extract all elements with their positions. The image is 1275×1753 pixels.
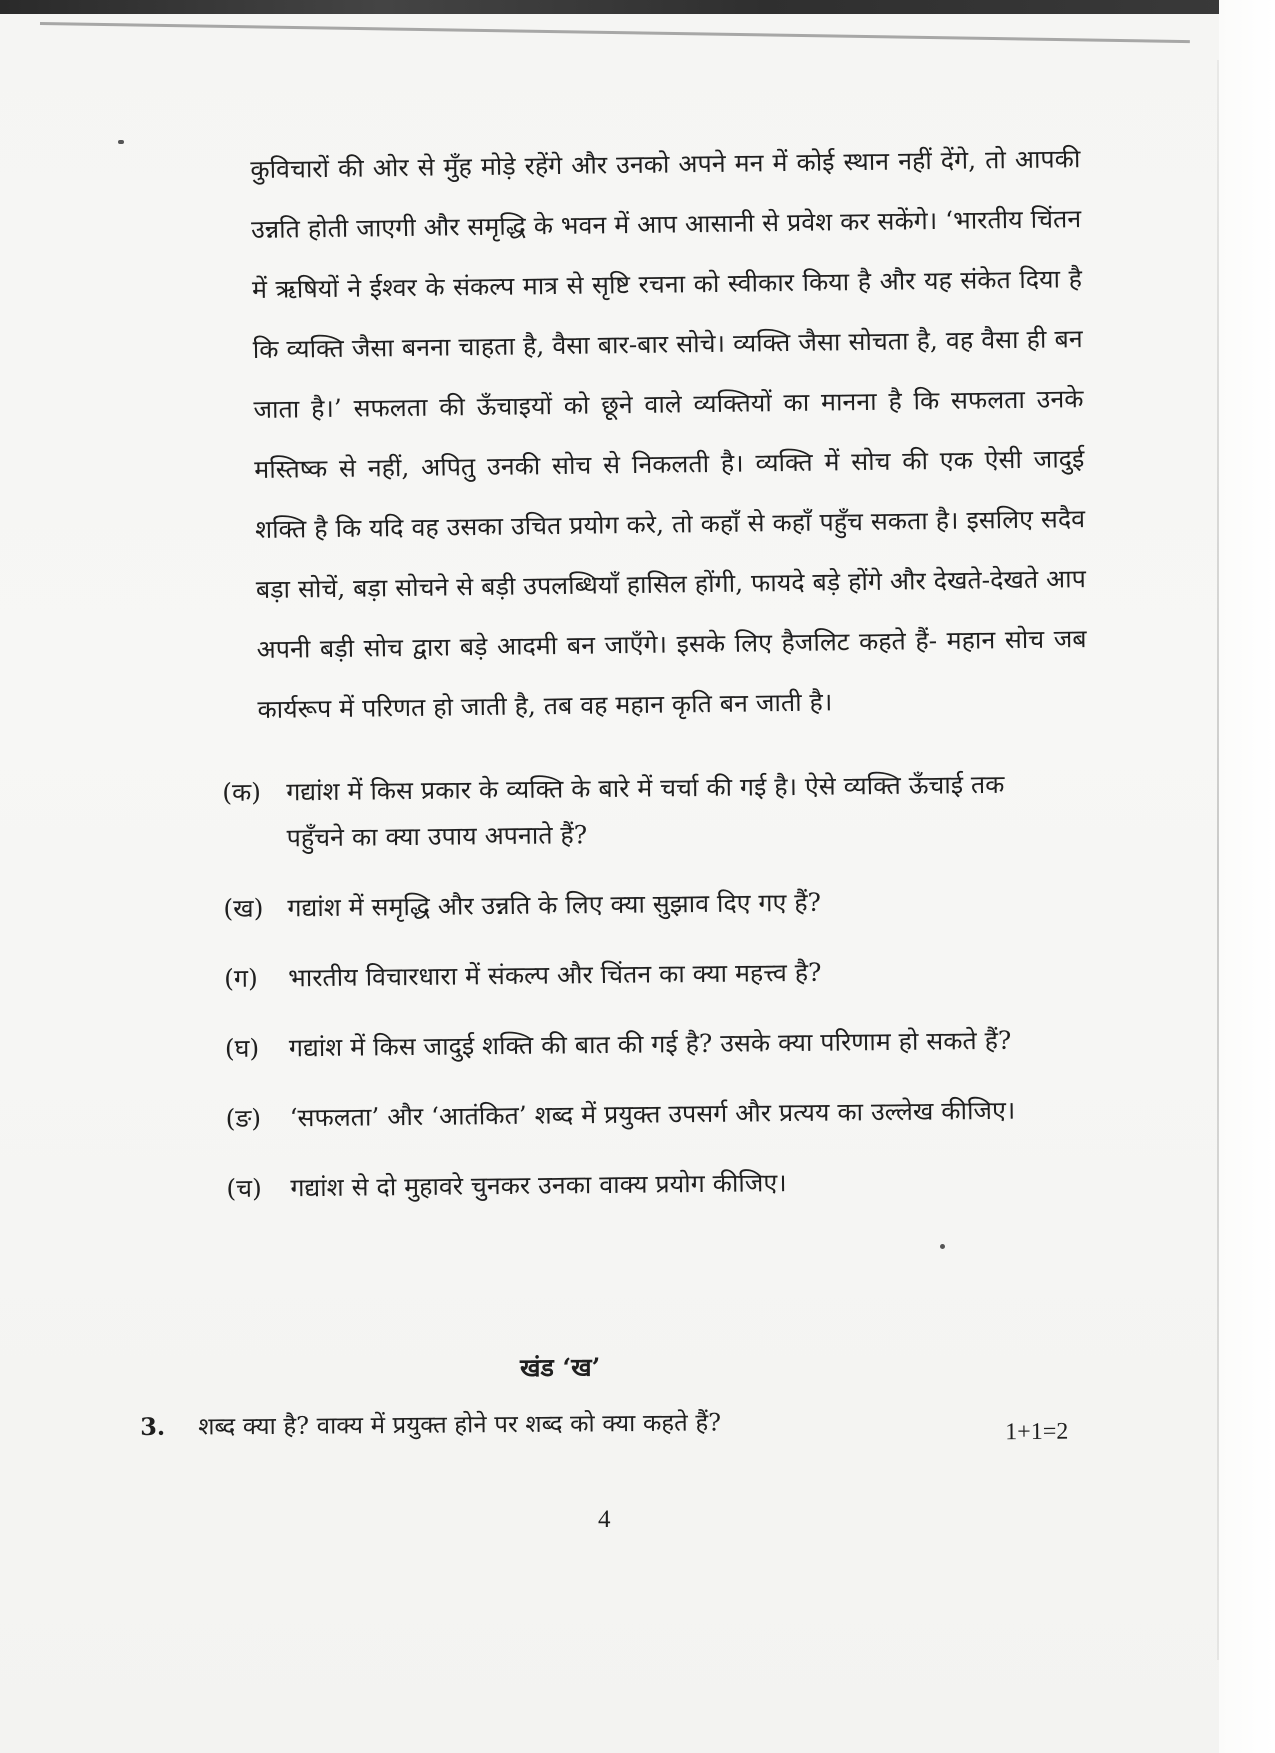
question-text: भारतीय विचारधारा में संकल्प और चिंतन का क्या महत्त्व है?	[288, 957, 822, 993]
section-title: खंड ‘ख’	[519, 1352, 601, 1383]
question-text: ‘सफलता’ और ‘आतंकित’ शब्द में प्रयुक्त उपसर्ग और प्रत्यय का उल्लेख कीजिए।	[289, 1095, 1016, 1133]
question-item-ka	[222, 761, 1043, 862]
question-three	[140, 1398, 1080, 1446]
question-item-cha	[226, 1157, 1046, 1212]
question-label: (च)	[226, 1173, 262, 1203]
question-text: गद्यांश में किस प्रकार के व्यक्ति के बारे में चर्चा की गई है। ऐसे व्यक्ति ऊँचाई तक पहुँचने का क्या उपाय अपनाते हैं?	[286, 769, 1005, 853]
question-label: (घ)	[224, 1033, 260, 1063]
question-three-marks: 1+1=2	[1005, 1418, 1069, 1446]
question-text: गद्यांश में समृद्धि और उन्नति के लिए क्या सुझाव दिए गए हैं?	[287, 887, 822, 923]
question-item-nga	[225, 1087, 1045, 1142]
question-text: गद्यांश से दो मुहावरे चुनकर उनका वाक्य प्रयोग कीजिए।	[290, 1168, 787, 1203]
page-number: 4	[598, 1506, 611, 1533]
question-item-kha	[223, 877, 1043, 932]
passage-paragraph: कुविचारों की ओर से मुँह मोड़े रहेंगे और उनको अपने मन में कोई स्थान नहीं देंगे, तो आपकी उन्नति होती जाएगी और समृद्धि के भवन में आप आसानी से प्रवेश कर सकेंगे। ‘भारतीय चिंतन में ऋषियों ने ईश्वर के संकल्प मात्र से सृष्टि रचना को स्वीकार किया है और यह संकेत दिया है कि व्यक्ति जैसा बनना चाहता है, वैसा बार-बार सोचे। व्यक्ति जैसा सोचता है, वह वैसा ही बन जाता है।’ सफलता की ऊँचाइयों को छूने वाले व्यक्तियों का मानना है कि सफलता उनके मस्तिष्क से नहीं, अपितु उनकी सोच से निकलती है। व्यक्ति में सोच की एक ऐसी जादुई शक्ति है कि यदि वह उसका उचित प्रयोग करे, तो कहाँ से कहाँ पहुँच सकता है। इसलिए सदैव बड़ा सोचें, बड़ा सोचने से बड़ी उपलब्धियाँ हासिल होंगी, फायदे बड़े होंगे और देखते-देखते आप अपनी बड़ी सोच द्वारा बड़े आदमी बन जाएँगे। इसके लिए हैजलिट कहते हैं- महान सोच जब कार्यरूप में परिणत हो जाती है, तब वह महान कृति बन जाती है।	[250, 144, 1087, 724]
question-item-ga	[224, 947, 1044, 1002]
question-three-text: शब्द क्या है? वाक्य में प्रयुक्त होने पर शब्द को क्या कहते हैं?	[198, 1408, 722, 1441]
question-label: (ङ)	[225, 1103, 262, 1133]
question-three-number: 3.	[140, 1411, 166, 1441]
question-label: (ग)	[224, 963, 258, 993]
question-list	[222, 761, 1047, 1236]
question-label: (ख)	[223, 893, 264, 923]
question-label: (क)	[222, 777, 262, 807]
question-item-gha	[225, 1017, 1045, 1072]
question-text: गद्यांश में किस जादुई शक्ति की बात की गई है? उसके क्या परिणाम हो सकते हैं?	[288, 1025, 1012, 1063]
